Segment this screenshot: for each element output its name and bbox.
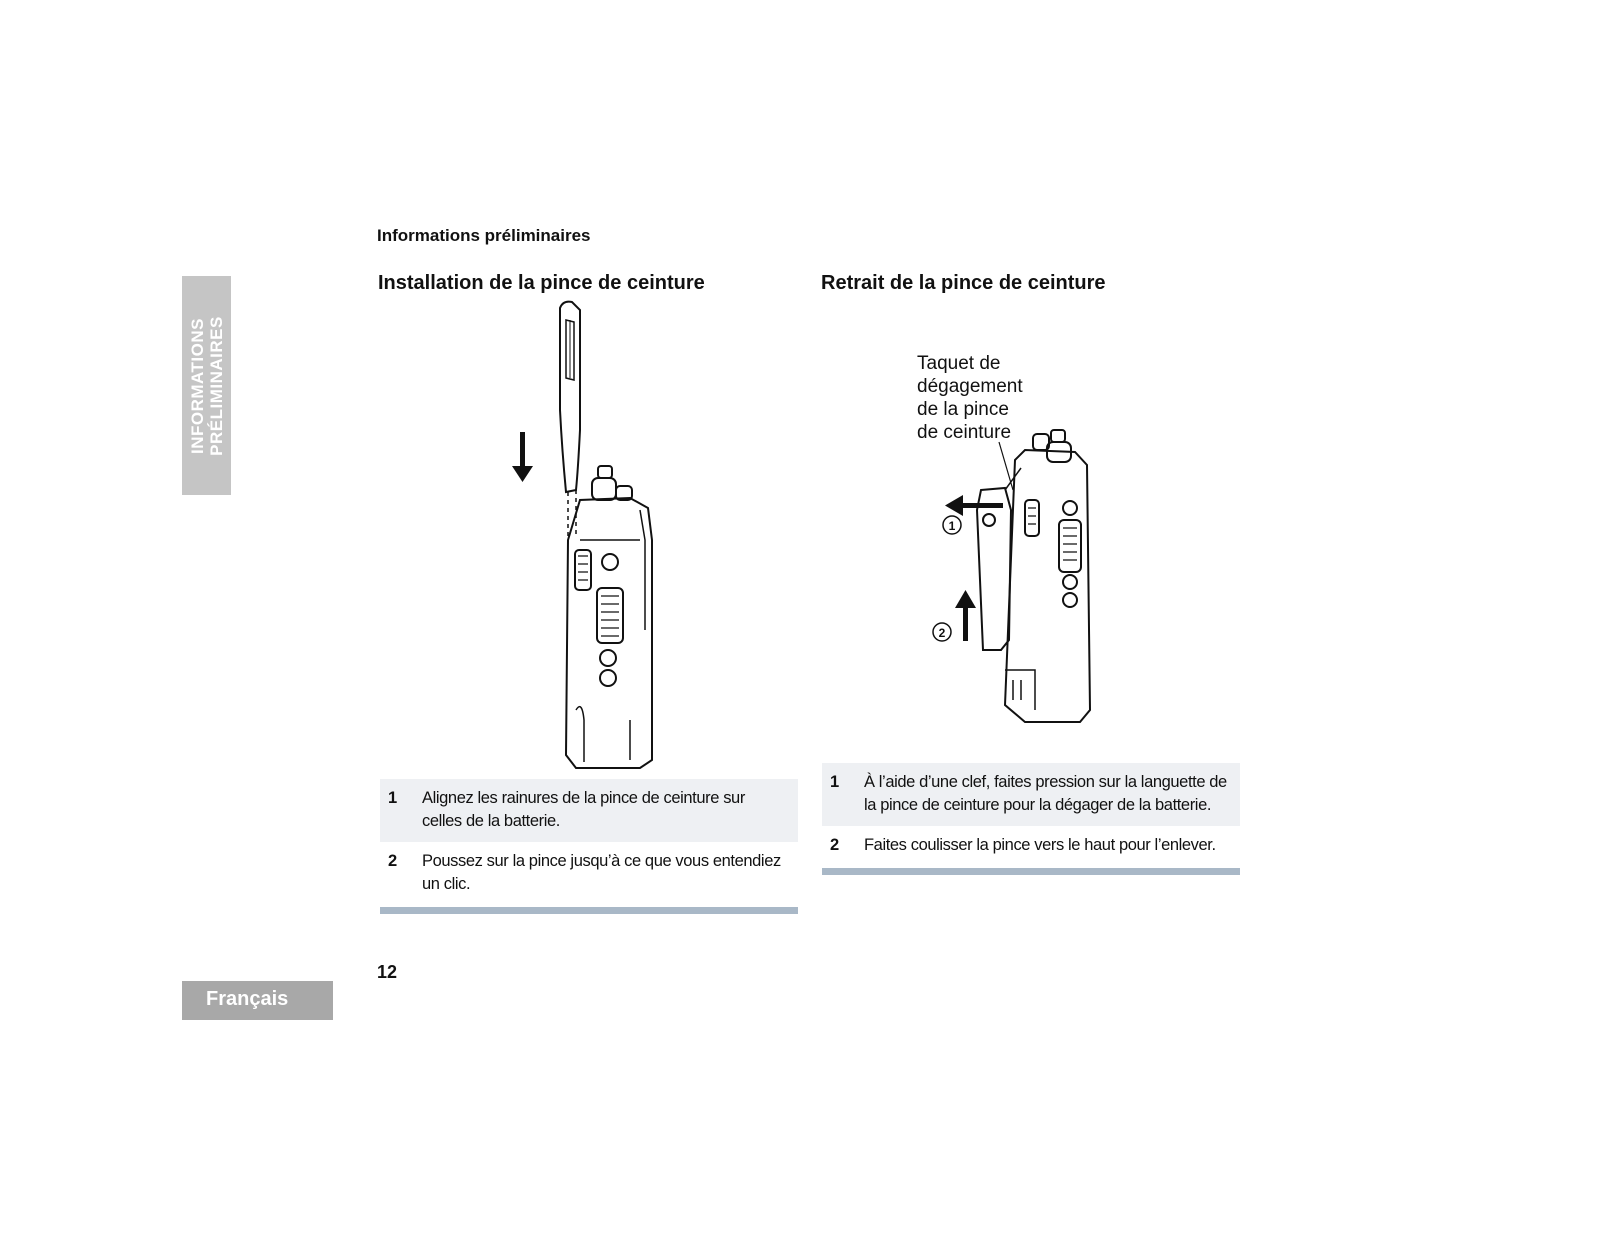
- remove-step-2: [822, 826, 1240, 866]
- section-divider: [822, 868, 1240, 875]
- install-steps: [380, 779, 798, 914]
- step-text: Alignez les rainures de la pince de ceinture sur celles de la batterie.: [422, 789, 745, 830]
- section-side-tab: [182, 276, 231, 495]
- down-arrow-icon: [512, 432, 533, 482]
- step-number: 2: [388, 852, 397, 870]
- language-tab: Français: [182, 981, 333, 1020]
- release-latch-callout: Taquet de dégagement de la pince de ceinture: [917, 353, 1023, 443]
- step-number: 1: [388, 789, 397, 807]
- install-illustration: [480, 300, 720, 770]
- remove-step-1: [822, 763, 1240, 826]
- svg-text:2: 2: [938, 626, 946, 640]
- svg-text:1: 1: [948, 519, 956, 533]
- marker-1-icon: [943, 516, 961, 534]
- step-number: 1: [830, 773, 839, 791]
- radio-body: [1005, 450, 1090, 722]
- step-number: 2: [830, 836, 839, 854]
- install-step-1: [380, 779, 798, 842]
- remove-section-title: Retrait de la pince de ceinture: [821, 272, 1106, 294]
- side-tab-label: INFORMATIONS PRÉLIMINAIRES: [187, 315, 226, 456]
- step-text: Poussez sur la pince jusqu’à ce que vous entendiez un clic.: [422, 852, 781, 893]
- install-section-title: Installation de la pince de ceinture: [378, 272, 705, 294]
- step-text: À l’aide d’une clef, faites pression sur la languette de la pince de ceinture pour la dégager de la batterie.: [864, 773, 1227, 814]
- section-divider: [380, 907, 798, 914]
- page-number: 12: [377, 962, 398, 982]
- up-arrow-icon: [955, 590, 976, 641]
- running-head: Informations préliminaires: [377, 226, 591, 245]
- step-text: Faites coulisser la pince vers le haut pour l’enlever.: [864, 836, 1216, 854]
- marker-2-icon: [933, 623, 951, 641]
- radio-body: [566, 498, 652, 768]
- remove-steps: [822, 763, 1240, 875]
- left-arrow-icon: [945, 495, 1003, 516]
- belt-clip: [977, 488, 1011, 650]
- install-step-2: [380, 842, 798, 905]
